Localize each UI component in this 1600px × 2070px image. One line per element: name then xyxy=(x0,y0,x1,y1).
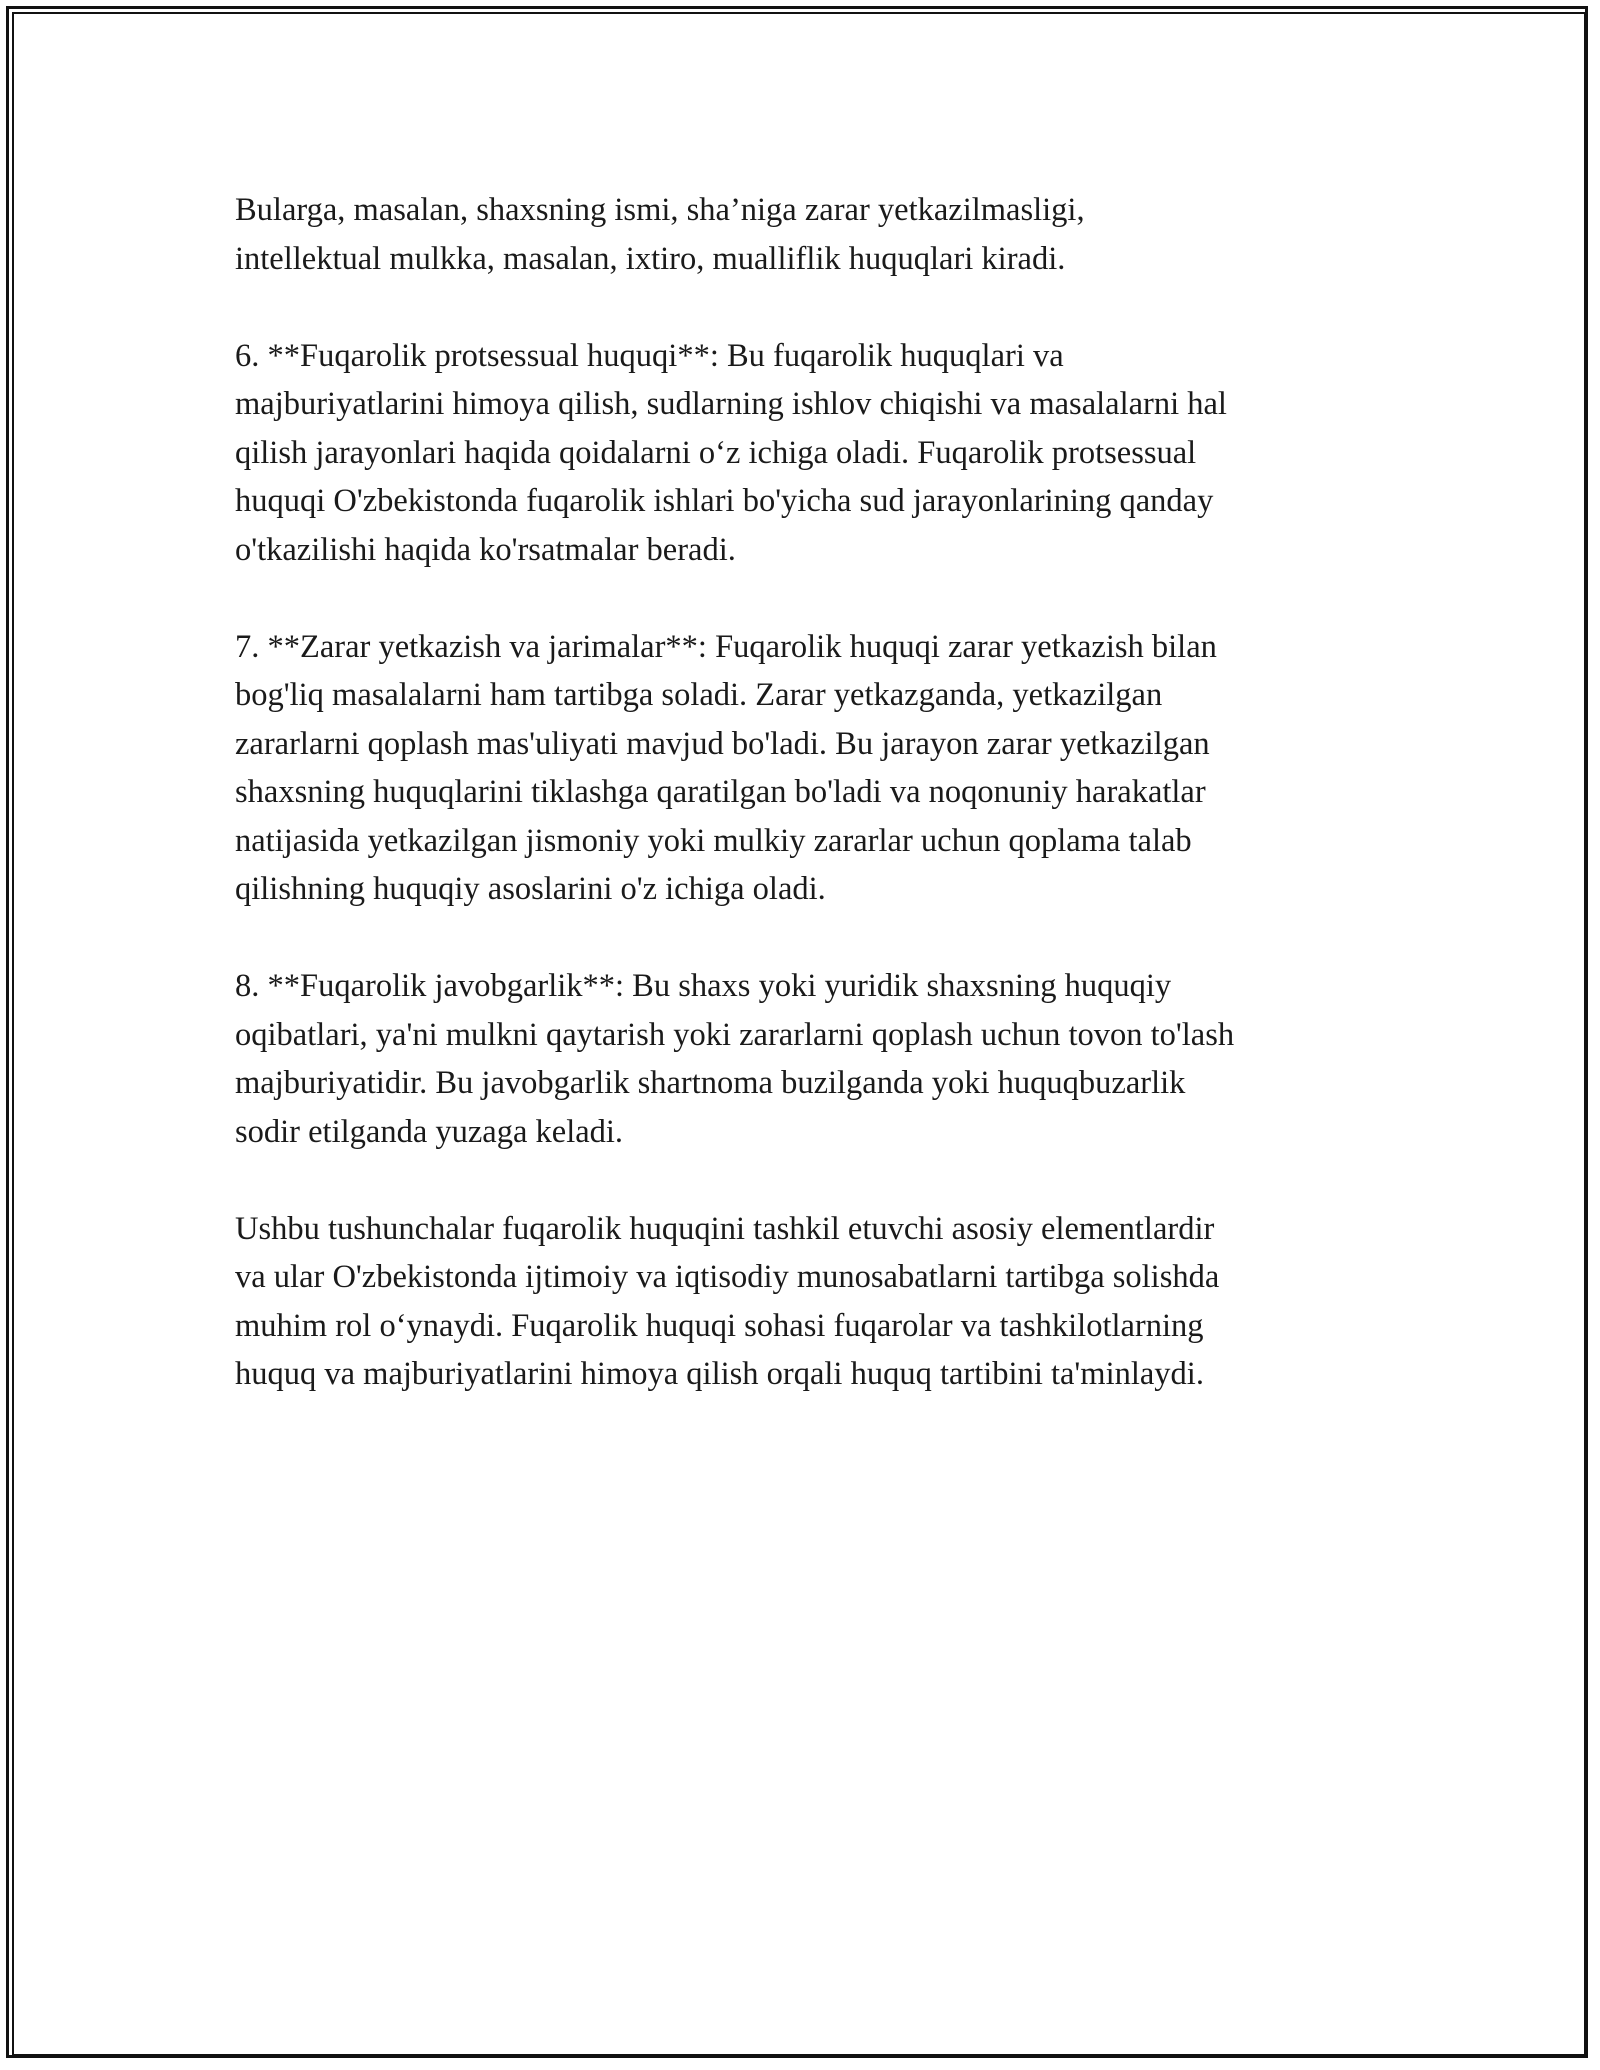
text-line: qilishning huquqiy asoslarini o'z ichiga oladi. xyxy=(235,871,826,907)
text-line: huquqi O'zbekistonda fuqarolik ishlari bo'yicha sud jarayonlarining qanday xyxy=(235,483,1214,519)
text-line: sodir etilganda yuzaga keladi. xyxy=(235,1113,624,1150)
text-line: natijasida yetkazilgan jismoniy yoki mulkiy zararlar uchun qoplama talab xyxy=(235,822,1192,859)
text-line: Ushbu tushunchalar fuqarolik huquqini tashkil etuvchi asosiy elementlardir xyxy=(235,1210,1215,1247)
text-line: 8. **Fuqarolik javobgarlik**: Bu shaxs yoki yuridik shaxsning huquqiy xyxy=(235,968,1172,1004)
paragraph-personal-rights xyxy=(235,186,1375,283)
text-line: 7. **Zarar yetkazish va jarimalar**: Fuqarolik huquqi zarar yetkazish bilan xyxy=(235,628,1217,665)
paragraph-conclusion xyxy=(235,1205,1375,1399)
text-line: qilish jarayonlari haqida qoidalarni o‘z ichiga oladi. Fuqarolik protsessual xyxy=(235,434,1197,471)
text-line: huquq va majburiyatlarini himoya qilish orqali huquq tartibini ta'minlaydi. xyxy=(235,1356,1204,1392)
text-line: majburiyatidir. Bu javobgarlik shartnoma buzilganda yoki huquqbuzarlik xyxy=(235,1065,1186,1101)
paragraph-damages-fines xyxy=(235,623,1375,914)
text-line: o'tkazilishi haqida ko'rsatmalar beradi. xyxy=(235,531,736,568)
text-line: 6. **Fuqarolik protsessual huquqi**: Bu fuqarolik huquqlari va xyxy=(235,337,1064,374)
text-line: Bularga, masalan, shaxsning ismi, sha’niga zarar yetkazilmasligi, xyxy=(235,192,1085,228)
text-line: oqibatlari, ya'ni mulkni qaytarish yoki zararlarni qoplash uchun tovon to'lash xyxy=(235,1016,1235,1053)
text-line: intellektual mulkka, masalan, ixtiro, mualliflik huquqlari kiradi. xyxy=(235,240,1066,277)
text-line: bog'liq masalalarni ham tartibga soladi. Zarar yetkazganda, yetkazilgan xyxy=(235,677,1163,713)
text-line: shaxsning huquqlarini tiklashga qaratilgan bo'ladi va noqonuniy harakatlar xyxy=(235,774,1206,810)
text-line: muhim rol o‘ynaydi. Fuqarolik huquqi sohasi fuqarolar va tashkilotlarning xyxy=(235,1307,1204,1344)
paragraph-civil-liability xyxy=(235,962,1375,1156)
text-line: va ular O'zbekistonda ijtimoiy va iqtisodiy munosabatlarni tartibga solishda xyxy=(235,1259,1220,1295)
document-body xyxy=(235,186,1375,1447)
text-line: zararlarni qoplash mas'uliyati mavjud bo'ladi. Bu jarayon zarar yetkazilgan xyxy=(235,725,1210,762)
text-line: majburiyatlarini himoya qilish, sudlarning ishlov chiqishi va masalalarni hal xyxy=(235,386,1227,422)
paragraph-civil-procedure xyxy=(235,332,1375,575)
